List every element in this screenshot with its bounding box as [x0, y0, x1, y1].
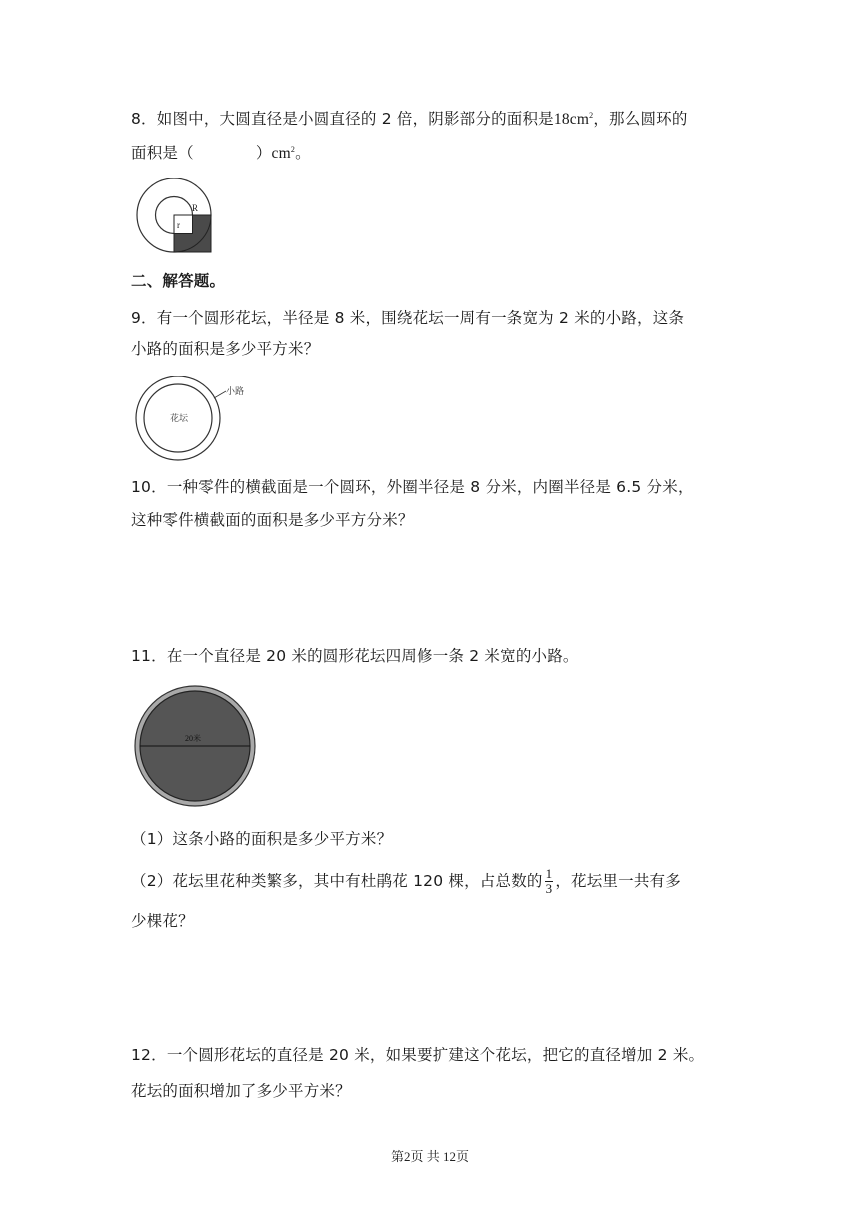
q11-sub-2-line-1	[131, 867, 681, 896]
q10-line-1: 10．一种零件的横截面是一个圆环，外圈半径是 8 分米，内圈半径是 6.5 分米，	[131, 478, 694, 496]
q9-line-2: 小路的面积是多少平方米？	[131, 340, 320, 358]
q9-line-1: 9．有一个圆形花坛，半径是 8 米，围绕花坛一周有一条宽为 2 米的小路，这条	[131, 309, 685, 327]
q8-line-2	[131, 140, 311, 164]
q8-line-1	[131, 106, 688, 130]
q11-sub-2-line-2: 少棵花？	[131, 912, 194, 930]
q8-text: 8．如图中，大圆直径是小圆直径的 2 倍，阴影部分的面积是	[131, 110, 554, 128]
q11-fraction-denominator: 3	[545, 881, 553, 896]
q8-ring-figure	[134, 178, 214, 256]
q11-line-1: 11．在一个直径是 20 米的圆形花坛四周修一条 2 米宽的小路。	[131, 647, 579, 665]
q11-sub-2-text: （2）花坛里花种类繁多，其中有杜鹃花 120 棵，占总数的	[131, 872, 543, 890]
q8-text-tail: ，那么圆环的	[593, 110, 688, 128]
q12-line-1: 12．一个圆形花坛的直径是 20 米，如果要扩建这个花坛，把它的直径增加 2 米。	[131, 1046, 705, 1064]
q11-sub-2-text-tail: ，花坛里一共有多	[555, 872, 681, 890]
q8-answer-end: 。	[295, 144, 311, 162]
section-2-title: 二、解答题。	[131, 272, 226, 290]
q9-path-pointer	[214, 391, 226, 398]
q9-label-bed: 花坛	[170, 413, 189, 423]
q11-fraction-numerator: 1	[545, 866, 553, 881]
q11-fraction	[545, 867, 554, 896]
q8-area-value: 18cm	[553, 111, 590, 128]
q11-flowerbed-figure	[133, 684, 257, 808]
q8-area-exponent: 2	[589, 111, 594, 120]
q8-answer-exponent: 2	[290, 145, 296, 154]
q10-line-2: 这种零件横截面的面积是多少平方分米？	[131, 511, 414, 529]
q11-sub-1: （1）这条小路的面积是多少平方米？	[131, 830, 393, 848]
q8-answer-prefix: 面积是（	[131, 144, 194, 162]
q11-diameter-label: 20米	[185, 734, 201, 743]
q8-answer-unit: ）cm	[255, 145, 291, 162]
q9-label-path: 小路	[226, 386, 245, 396]
page-footer: 第2页 共 12页	[390, 1149, 469, 1164]
q12-line-2: 花坛的面积增加了多少平方米？	[131, 1082, 351, 1100]
q8-label-r: r	[177, 220, 180, 230]
q8-label-R: R	[192, 203, 199, 213]
q9-flowerbed-figure	[132, 376, 252, 462]
